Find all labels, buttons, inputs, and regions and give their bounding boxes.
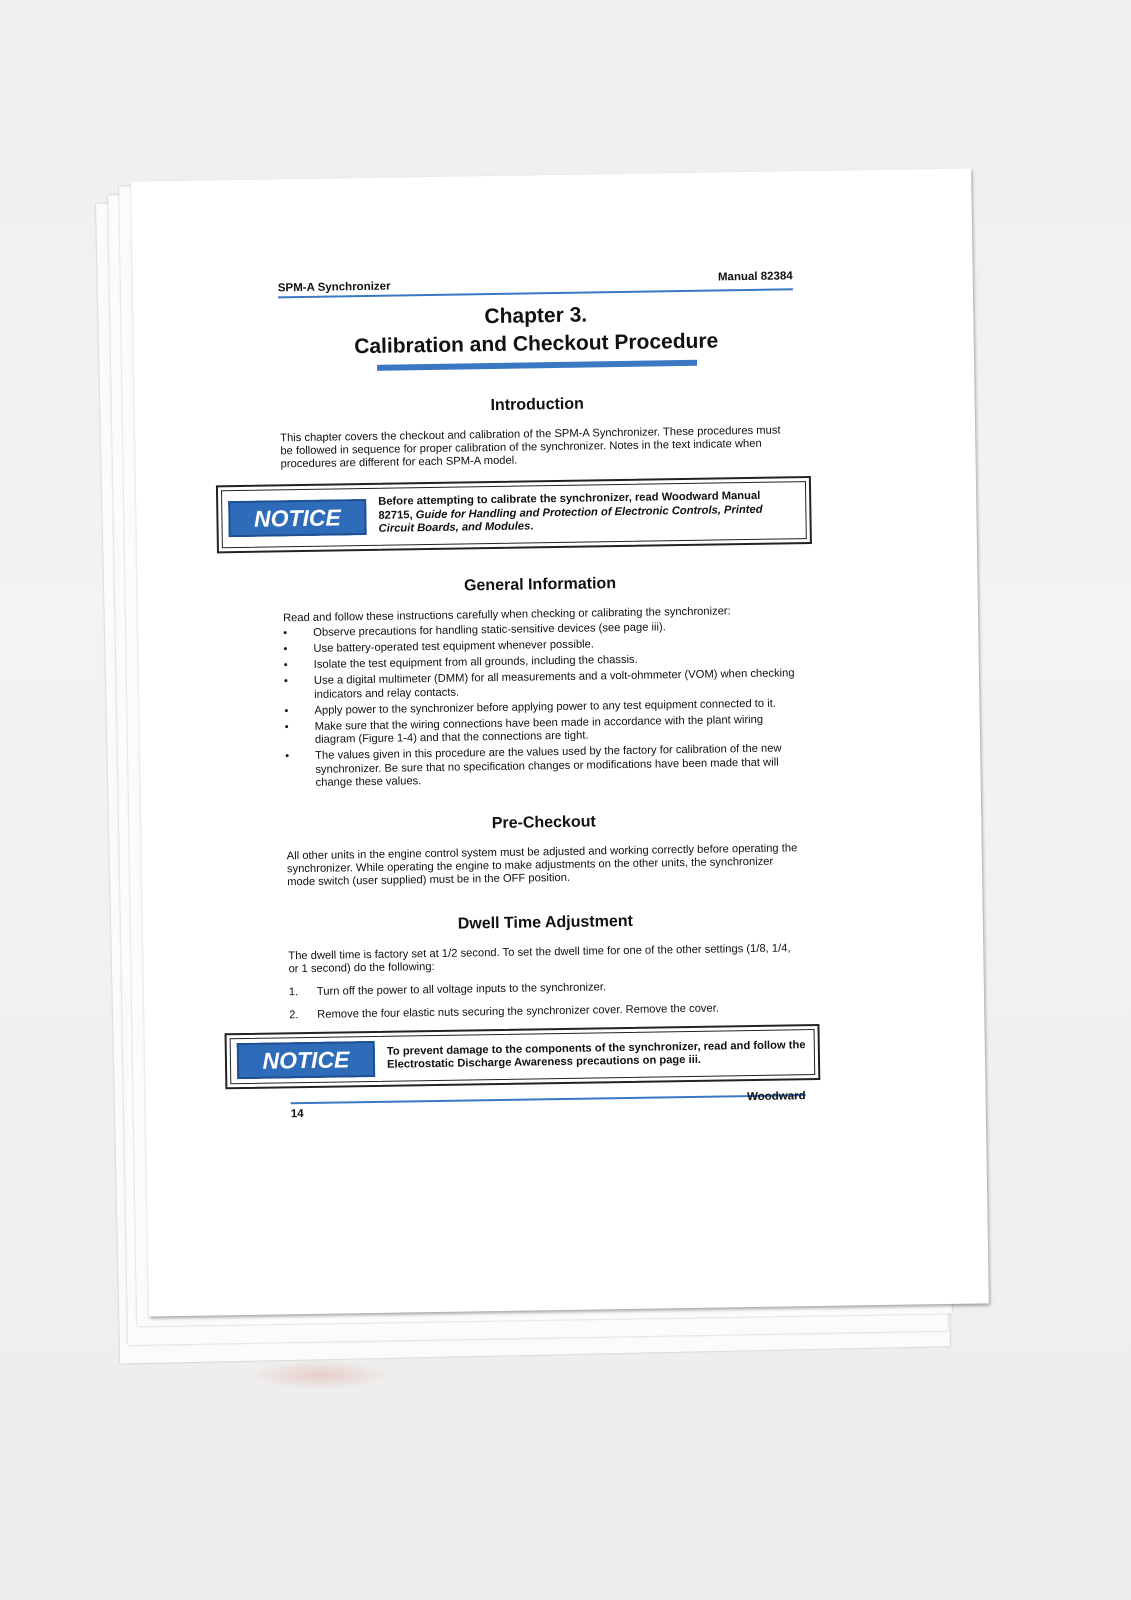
notice-text: To prevent damage to the components of the synchronizer, read and follow the Electrostatic Discharge Awareness precautions on page iii.: [386, 1039, 806, 1072]
step-item: [289, 1001, 804, 1022]
section-heading-introduction: Introduction: [490, 395, 584, 415]
dwell-time-paragraph: The dwell time is factory set at 1/2 second. To set the dwell time for one of the other settings (1/8, 1/4, or 1 second) do the following:: [288, 942, 791, 976]
step-number: 2.: [289, 1009, 299, 1022]
chapter-title-rule: [377, 360, 697, 371]
notice-badge: NOTICE: [228, 499, 367, 537]
bullet-icon: •: [283, 643, 288, 656]
running-footer: [290, 1090, 806, 1129]
chapter-title: [278, 298, 794, 362]
header-product-name: SPM-A Synchronizer: [277, 280, 391, 295]
notice-box-inner: [230, 1030, 816, 1085]
list-item: [285, 713, 800, 747]
notice-box-handling: [216, 476, 812, 553]
step-number: 1.: [288, 986, 299, 999]
notice-text: [378, 485, 806, 540]
notice-box-esd: [225, 1024, 821, 1089]
footer-page-number: 14: [290, 1108, 304, 1121]
dwell-time-steps: [289, 978, 805, 1022]
step-text: Remove the four elastic nuts securing the synchronizer cover. Remove the cover.: [317, 1002, 719, 1022]
notice-guide-title: Guide for Handling and Protection of Electronic Controls, Printed Circuit Boards, and Modules: [378, 503, 763, 536]
bullet-icon: •: [284, 721, 289, 734]
notice-text-end: .: [530, 520, 534, 533]
list-item-text: Isolate the test equipment from all grounds, including the chassis.: [313, 653, 638, 672]
list-item: [285, 743, 801, 791]
bullet-icon: •: [284, 705, 289, 718]
chapter-name: Calibration and Checkout Procedure: [354, 329, 719, 359]
notice-text-part: Before attempting to calibrate the synchronizer, read Woodward Manual 82715,: [378, 490, 761, 522]
manual-page: [131, 168, 989, 1316]
step-item: [289, 978, 804, 999]
list-item-text: Observe precautions for handling static-sensitive devices (see page iii).: [313, 621, 666, 639]
pre-checkout-paragraph: All other units in the engine control system must be adjusted and working correctly before operating the synchronizer. While operating the engine to make adjustments on the other units, the synchronizer mode switch (user supplied) must be in the OFF position.: [286, 842, 798, 889]
section-heading-pre-checkout: Pre-Checkout: [491, 813, 596, 833]
running-header: [278, 266, 793, 298]
notice-box-inner: [221, 481, 807, 548]
list-item-text: The values given in this procedure are the values used by the factory for calibration of the new synchronizer. Be sure that no specification changes or modifications have been made that will change these values.: [315, 742, 782, 789]
section-heading-general-information: General Information: [463, 574, 617, 595]
footer-brand: Woodward: [746, 1090, 806, 1104]
bullet-icon: •: [283, 659, 288, 672]
list-item-text: Apply power to the synchronizer before applying power to any test equipment connected to it.: [314, 697, 776, 717]
header-manual-number: Manual 82384: [717, 270, 793, 284]
step-text: Turn off the power to all voltage inputs to the synchronizer.: [316, 981, 607, 998]
section-heading-dwell-time: Dwell Time Adjustment: [457, 912, 634, 933]
general-information-list: [283, 619, 801, 790]
list-item: [284, 668, 799, 702]
bullet-icon: •: [283, 675, 289, 688]
chapter-number: Chapter 3.: [484, 303, 588, 329]
notice-badge: NOTICE: [237, 1041, 376, 1079]
list-item-text: Make sure that the wiring connections have been made in accordance with the plant wiring diagram (Figure 1-4) and that the connections are tight.: [314, 713, 764, 747]
paper-smudge: [250, 1360, 390, 1390]
list-item-text: Use battery-operated test equipment whenever possible.: [313, 638, 595, 655]
page-content: [253, 266, 806, 1128]
bullet-icon: •: [285, 750, 290, 763]
introduction-paragraph: This chapter covers the checkout and calibration of the SPM-A Synchronizer. These procedures must be followed in sequence for proper calibration of the synchronizer. Notes in the text indicate when procedures are different for each SPM-A model.: [280, 424, 781, 471]
list-item-text: Use a digital multimeter (DMM) for all measurements and a volt-ohmmeter (VOM) when checking indicators and relay contacts.: [313, 667, 795, 701]
bullet-icon: •: [283, 627, 288, 640]
general-information-intro: Read and follow these instructions carefully when checking or calibrating the synchronizer:: [282, 604, 731, 624]
